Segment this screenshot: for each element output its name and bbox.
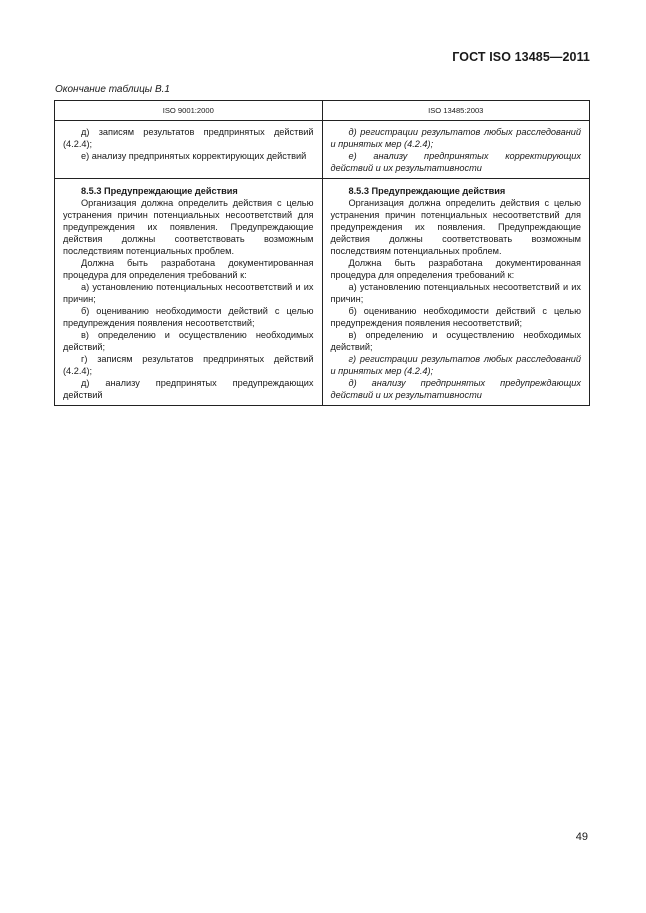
list-item: е) анализу предпринятых корректирующих действий и их результативности: [330, 151, 581, 173]
paragraph: Организация должна определить действия с целью устранения причин потенциальных несоответствий для предупреждения их появления. Предупреждающие действия должны соответствовать возможным последствиям потенциальных проблем.: [63, 198, 314, 256]
list-item: г) регистрации результатов любых расследований и принятых мер (4.2.4);: [330, 354, 581, 376]
paragraph: Должна быть разработана документированная процедура для определения требований к:: [330, 258, 581, 280]
table-cell-iso13485: [322, 179, 590, 406]
table-row: [55, 121, 590, 179]
comparison-table: [54, 100, 590, 406]
list-item: д) регистрации результатов любых расследований и принятых мер (4.2.4);: [330, 127, 581, 149]
paragraph: Организация должна определить действия с целью устранения причин потенциальных несоответствий для предупреждения их появления. Предупреждающие действия должны соответствовать возможным последствиям потенциальных проблем.: [330, 198, 581, 256]
list-item: а) установлению потенциальных несоответствий и их причин;: [63, 282, 314, 304]
list-item: б) оцениванию необходимости действий с целью предупреждения появления несоответствий;: [63, 306, 314, 328]
section-heading: 8.5.3 Предупреждающие действия: [348, 186, 506, 196]
list-item: в) определению и осуществлению необходимых действий;: [330, 330, 581, 352]
list-item: е) анализу предпринятых корректирующих действий: [81, 151, 307, 161]
list-item: в) определению и осуществлению необходимых действий;: [63, 330, 314, 352]
table-header-row: [55, 101, 590, 121]
page-number: 49: [575, 831, 588, 843]
table-row: [55, 179, 590, 406]
list-item: д) анализу предпринятых предупреждающих действий: [63, 378, 314, 400]
column-header-iso9001: ISO 9001:2000: [55, 101, 323, 121]
list-item: б) оцениванию необходимости действий с целью предупреждения появления несоответствий;: [330, 306, 581, 328]
list-item: д) записям результатов предпринятых действий (4.2.4);: [63, 127, 314, 149]
section-heading: 8.5.3 Предупреждающие действия: [81, 186, 238, 196]
paragraph: Должна быть разработана документированная процедура для определения требований к:: [63, 258, 314, 280]
column-header-iso13485: ISO 13485:2003: [322, 101, 590, 121]
list-item: а) установлению потенциальных несоответствий и их причин;: [330, 282, 581, 304]
table-cell-iso9001: [55, 121, 323, 179]
document-header: ГОСТ ISO 13485—2011: [452, 50, 590, 64]
list-item: г) записям результатов предпринятых действий (4.2.4);: [63, 354, 314, 376]
list-item: д) анализу предпринятых предупреждающих действий и их результативности: [330, 378, 581, 400]
table-caption: Окончание таблицы В.1: [55, 84, 170, 95]
table-cell-iso9001: [55, 179, 323, 406]
table-cell-iso13485: [322, 121, 590, 179]
